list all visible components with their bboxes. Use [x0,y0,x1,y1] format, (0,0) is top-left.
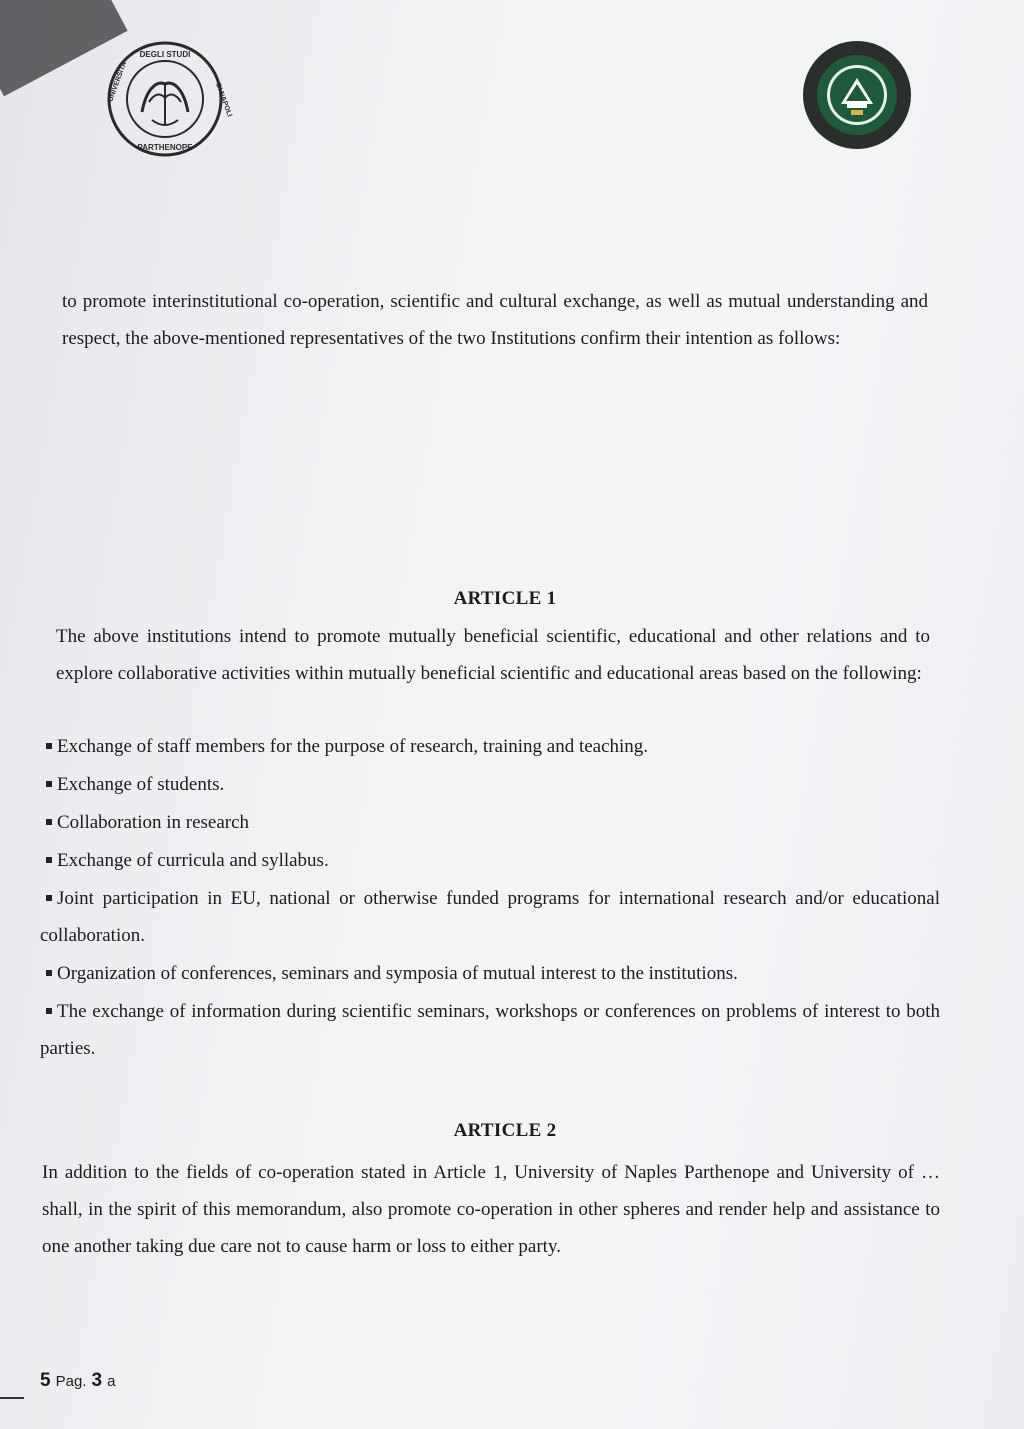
footer-page-number: 3 [91,1370,103,1391]
bullet-text: Exchange of students. [57,774,225,795]
bullet-text: Joint participation in EU, national or otherwise funded programs for international research and/or educational collaboration. [40,888,940,946]
footer-lead-number: 5 [40,1370,51,1391]
bullet-marker [46,819,52,825]
article-1-bullet-list [40,728,940,1068]
seal-text-top: DEGLI STUDI [139,50,191,59]
seal-text-right: DI NAPOLI [214,82,233,118]
article-2-heading: ARTICLE 2 [453,1120,557,1141]
bullet-marker [46,743,52,749]
college-green-seal [797,40,917,150]
footer-margin-mark [0,1397,24,1399]
bullet-text: Exchange of staff members for the purpose of research, training and teaching. [57,736,649,757]
bullet-text: Organization of conferences, seminars and symposia of mutual interest to the institutions. [57,963,738,984]
bullet-text: Collaboration in research [57,812,250,833]
bullet-marker [46,895,52,901]
bullet-text: Exchange of curricula and syllabus. [57,850,329,871]
bullet-marker [46,970,52,976]
bullet-marker [46,781,52,787]
page-footer [40,1370,115,1392]
bullet-item [40,804,940,841]
bullet-text: The exchange of information during scientific seminars, workshops or conferences on problems of interest to both parties. [40,1001,940,1059]
article-2-body: In addition to the fields of co-operation stated in Article 1, University of Naples Parthenope and University of … shall, in the spirit of this memorandum, also promote co-operation in other spheres and render help and assistance to one another taking due care not to cause harm or loss to either party. [42,1162,940,1257]
bullet-marker [46,1008,52,1014]
bullet-item [40,728,940,765]
footer-suffix: a [107,1373,116,1390]
bullet-item [40,842,940,879]
seal-text-bottom: PARTHENOPE [137,143,193,152]
article-1-body: The above institutions intend to promote mutually beneficial scientific, educational and other relations and to explore collaborative activities within mutually beneficial scientific and educational areas based on the following: [56,626,930,684]
bullet-item [40,993,940,1067]
article-1-heading: ARTICLE 1 [453,588,557,609]
parthenope-university-seal [104,40,233,158]
bullet-marker [46,857,52,863]
footer-page-label: Pag. [55,1373,87,1390]
bullet-item [40,880,940,954]
intro-paragraph: to promote interinstitutional co-operation, scientific and cultural exchange, as well as mutual understanding and respect, the above-mentioned representatives of the two Institutions confirm their intention as follows: [62,291,928,349]
bullet-item [40,955,940,992]
seal-text-left: UNIVERSITA [107,60,129,103]
bullet-item [40,766,940,803]
